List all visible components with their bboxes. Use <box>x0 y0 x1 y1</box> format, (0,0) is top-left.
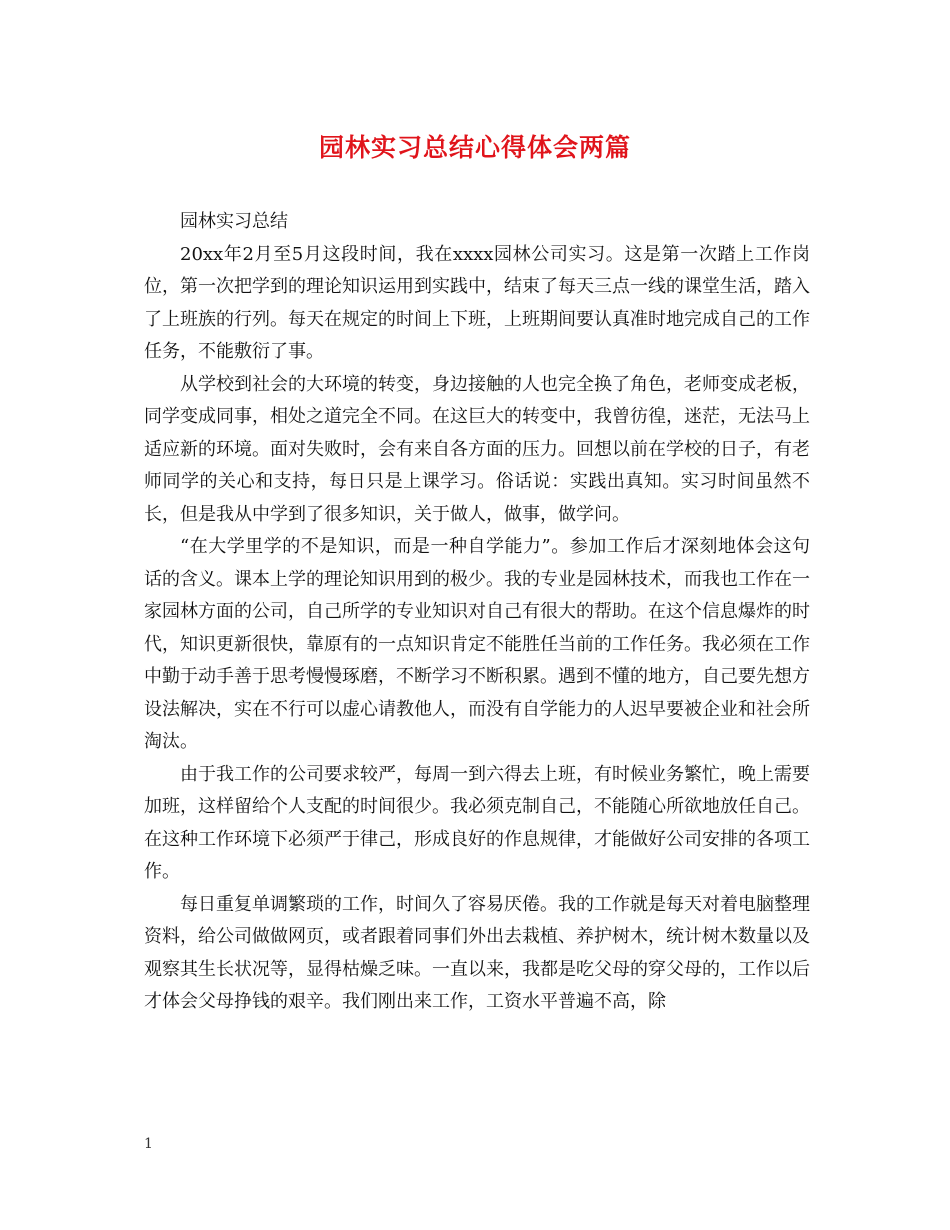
paragraph: 每日重复单调繁琐的工作，时间久了容易厌倦。我的工作就是每天对着电脑整理资料，给公司做做网页，或者跟着同事们外出去栽植、养护树木，统计树木数量以及观察其生长状况等，显得枯燥乏味。一直以来，我都是吃父母的穿父母的，工作以后才体会父母挣钱的艰辛。我们刚出来工作，工资水平普遍不高，除 <box>144 893 810 1012</box>
document-body <box>144 206 810 1019</box>
paragraph: 20xx年2月至5月这段时间，我在xxxx园林公司实习。这是第一次踏上工作岗位，第一次把学到的理论知识运用到实践中，结束了每天三点一线的课堂生活，踏入了上班族的行列。每天在规定的时间上下班，上班期间要认真准时地完成自己的工作任务，不能敷衍了事。 <box>144 243 810 362</box>
page-number: 1 <box>144 1136 153 1152</box>
section-heading: 园林实习总结 <box>180 211 288 232</box>
paragraph: 由于我工作的公司要求较严，每周一到六得去上班，有时候业务繁忙，晚上需要加班，这样留给个人支配的时间很少。我必须克制自己，不能随心所欲地放任自己。在这种工作环境下必须严于律己，形成良好的作息规律，才能做好公司安排的各项工作。 <box>144 763 810 882</box>
paragraph: “在大学里学的不是知识，而是一种自学能力”。参加工作后才深刻地体会这句话的含义。课本上学的理论知识用到的极少。我的专业是园林技术，而我也工作在一家园林方面的公司，自己所学的专业知识对自己有很大的帮助。在这个信息爆炸的时代，知识更新很快，靠原有的一点知识肯定不能胜任当前的工作任务。我必须在工作中勤于动手善于思考慢慢琢磨，不断学习不断积累。遇到不懂的地方，自己要先想方设法解决，实在不行可以虚心请教他人，而没有自学能力的人迟早要被企业和社会所淘汰。 <box>144 536 810 752</box>
paragraph: 从学校到社会的大环境的转变，身边接触的人也完全换了角色，老师变成老板，同学变成同事，相处之道完全不同。在这巨大的转变中，我曾彷徨，迷茫，无法马上适应新的环境。面对失败时，会有来自各方面的压力。回想以前在学校的日子，有老师同学的关心和支持，每日只是上课学习。俗话说：实践出真知。实习时间虽然不长，但是我从中学到了很多知识，关于做人，做事，做学问。 <box>144 373 810 525</box>
document-title: 园林实习总结心得体会两篇 <box>318 133 631 162</box>
